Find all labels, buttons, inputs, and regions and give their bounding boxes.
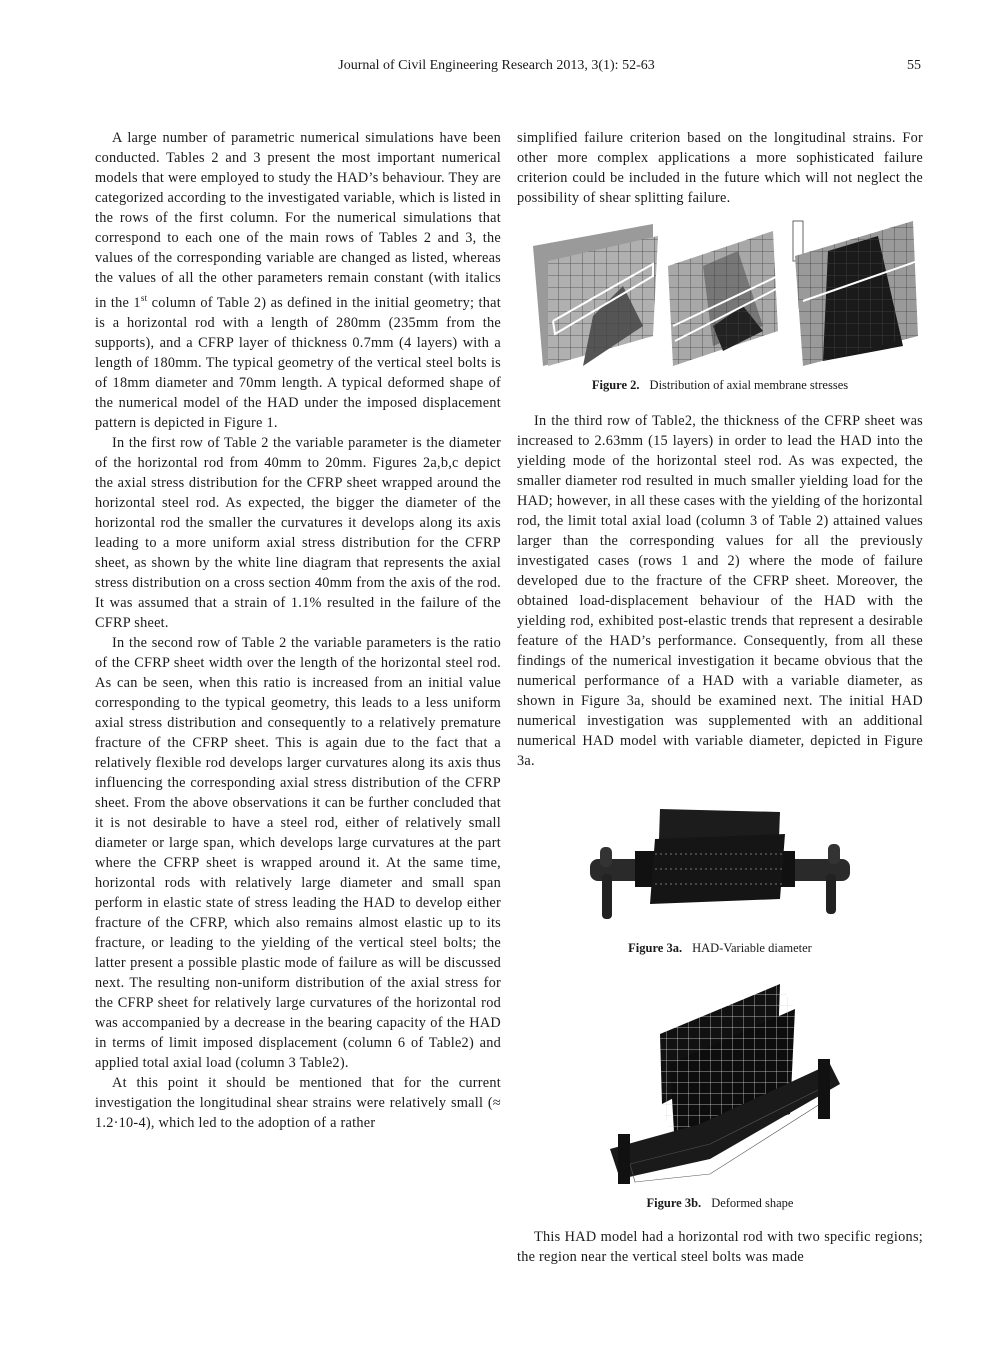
page-number: 55 xyxy=(907,58,921,73)
figure-label: Figure 3b. xyxy=(646,1196,702,1210)
paragraph: simplified failure criterion based on the longitudinal strains. For other more complex applications a more sophisticated failure criterion could be included in the future which will not neglect the possibility of shear splitting failure. xyxy=(517,130,923,206)
paragraph-text: A large number of parametric numerical simulations have been conducted. Tables 2 and 3 present the most important numerical models that were employed to study the HAD’s behaviour. They are categorized according to the investigated variable, which is listed in the rows of the first column. For the numerical simulations that correspond to each one of the main rows of Tables 2 and 3, the values of the corresponding variable are changed as listed, whereas the values of all the other parameters remain constant (with italics in the 1 xyxy=(95,130,501,311)
paragraph-text: column of Table 2) as defined in the initial geometry; that is a horizontal rod with a length of 280mm (235mm from the supports), and a CFRP layer of thickness 0.7mm (4 layers) with a length of 180mm. The typical geometry of the vertical steel bolts is of 18mm diameter and 70mm length. A typical deformed shape of the numerical model of the HAD under the imposed displacement pattern is depicted in Figure 1. xyxy=(95,294,501,431)
figure-3b xyxy=(517,984,923,1213)
figure-2-image xyxy=(523,216,918,371)
figure-2-caption xyxy=(517,375,923,395)
right-column xyxy=(517,128,923,1267)
figure-3a xyxy=(517,809,923,958)
paragraph: In the third row of Table2, the thickness of the CFRP sheet was increased to 2.63mm (15 layers) in order to lead the HAD into the yielding mode of the horizontal steel rod. As was expected, the smaller diameter rod resulted in much smaller yielding load for the HAD; however, in all these cases with the yielding of the horizontal rod, the limit total axial load (column 3 of Table 2) attained values larger than the corresponding values for all the previously investigated cases (rows 1 and 2) where the mode of failure developed due to the fracture of the CFRP sheet. Moreover, the obtained load-displacement behaviour of the HAD with the yielding rod, exhibited post-elastic trends that represent a desirable feature of the HAD’s performance. Consequently, from all these findings of the numerical investigation it became obvious that the numerical performance of a HAD with a variable diameter, as shown in Figure 3a, should be examined next. The initial HAD numerical investigation was supplemented with an additional numerical HAD model with variable diameter, depicted in Figure 3a. xyxy=(517,413,923,769)
paragraph xyxy=(95,128,501,433)
paragraph: In the first row of Table 2 the variable parameter is the diameter of the horizontal rod from 40mm to 20mm. Figures 2a,b,c depict the axial stress distribution for the CFRP sheet wrapped around the horizontal steel rod. As expected, the bigger the diameter of the horizontal rod the smaller the curvatures it develops along its axis leading to a more uniform axial stress distribution for the CFRP sheet, as shown by the white line diagram that represents the axial stress distribution on a cross section 40mm from the axis of the rod. It was assumed that a strain of 1.1% resulted in the failure of the CFRP sheet. xyxy=(95,434,501,631)
figure-3a-caption xyxy=(517,938,923,958)
figure-label: Figure 2. xyxy=(591,378,640,392)
figure-3a-image xyxy=(590,809,850,934)
superscript: st xyxy=(140,293,148,303)
left-column xyxy=(95,128,501,1133)
figure-label: Figure 3a. xyxy=(628,941,683,955)
paragraph: At this point it should be mentioned that for the current investigation the longitudinal shear strains were relatively small (≈ 1.2·10-4), which led to the adoption of a rather xyxy=(95,1074,501,1131)
figure-2 xyxy=(517,216,923,395)
figure-3b-image xyxy=(590,984,850,1189)
journal-title: Journal of Civil Engineering Research 2013, 3(1): 52-63 xyxy=(338,58,655,73)
caption-text: HAD-Variable diameter xyxy=(692,941,812,955)
paragraph: This HAD model had a horizontal rod with two specific regions; the region near the vertical steel bolts was made xyxy=(517,1229,923,1265)
caption-text: Distribution of axial membrane stresses xyxy=(649,378,849,392)
figure-3b-caption xyxy=(517,1193,923,1213)
caption-text: Deformed shape xyxy=(711,1196,794,1210)
paragraph: In the second row of Table 2 the variable parameters is the ratio of the CFRP sheet width over the length of the horizontal steel rod. As can be seen, when this ratio is increased from an initial value corresponding to the typical geometry, this leads to a less uniform axial stress distribution and consequently to a relatively premature fracture of the CFRP sheet. This is again due to the fact that a relatively flexible rod develops larger curvatures along its axis thus influencing the corresponding axial stress distribution of the CFRP sheet. From the above observations it can be further concluded that it is not desirable to have a steel rod, either of relatively small diameter or large span, which develops large curvatures at the part where the CFRP sheet is wrapped around it. At the same time, horizontal rods with relatively large diameter and small span perform in elastic state of stress leading the HAD to develop either fracture of the CFRP, which also remains almost elastic up to its fracture, or leading to the yielding of the vertical steel bolts; the latter present a possible plastic mode of failure as will be discussed next. The resulting non-uniform distribution of the axial stress for the CFRP sheet for relatively large curvatures of the horizontal rod was accompanied by a decrease in the bearing capacity of the HAD in terms of limit imposed displacement (column 6 of Table2) and applied total axial load (column 3 Table2). xyxy=(95,634,501,1071)
